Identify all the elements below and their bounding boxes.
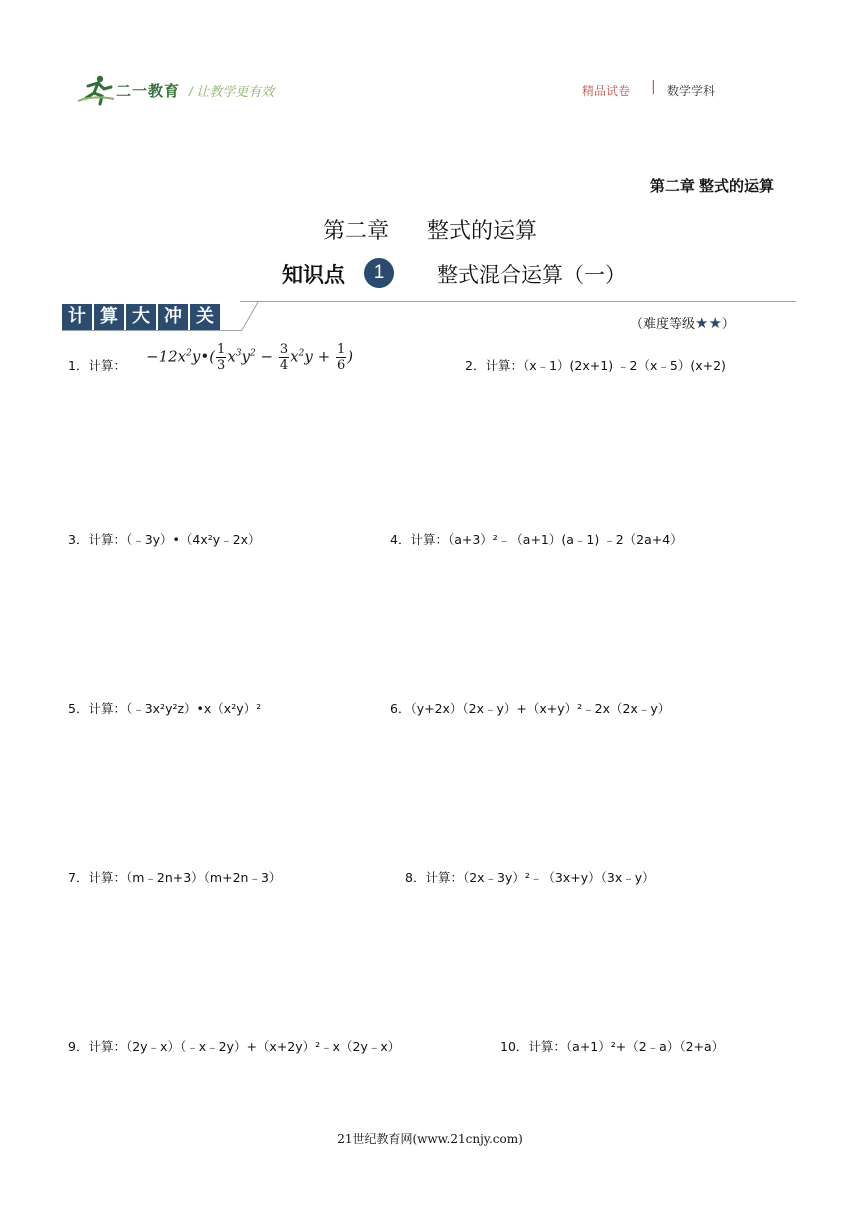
- problem-8: 8．计算：（2x﹣3y）²﹣（3x+y）（3x﹣y）: [405, 870, 655, 885]
- banner-char: 冲: [158, 304, 188, 330]
- problem-10: 10．计算：（a+1）²+（2﹣a）（2+a）: [500, 1039, 725, 1054]
- tag-divider: |: [651, 79, 656, 95]
- knowledge-point-number-badge: 1: [364, 258, 394, 288]
- difficulty-label: （难度等级: [630, 317, 696, 332]
- problem-4: 4．计算：（a+3）²﹣（a+1）(a﹣1) ﹣2（2a+4）: [390, 532, 683, 547]
- knowledge-point-title: 整式混合运算（一）: [437, 263, 626, 287]
- page-title: [0, 214, 860, 245]
- slogan: / 让教学更有效: [189, 84, 275, 99]
- problem-5: 5．计算：（﹣3x²y²z）•x（x²y）²: [68, 701, 262, 716]
- problem-1-label: 1．计算：: [68, 358, 126, 373]
- title-name: 整式的运算: [427, 219, 538, 244]
- banner-char: 算: [94, 304, 124, 330]
- banner-char: 关: [190, 304, 220, 330]
- tag-premium: 精品试卷: [582, 84, 631, 98]
- problem-3: 3．计算：（﹣3y）•（4x²y﹣2x）: [68, 532, 261, 547]
- section-banner: [62, 304, 242, 332]
- banner-char: 大: [126, 304, 156, 330]
- problem-6: 6．（y+2x）（2x﹣y）+（x+y）²﹣2x（2x﹣y）: [390, 701, 671, 716]
- header-rule: [240, 301, 796, 302]
- footer-source[interactable]: 21世纪教育网(www.21cnjy.com): [337, 1132, 523, 1146]
- banner-char: 计: [62, 304, 92, 330]
- star-icon: ★★: [695, 314, 722, 332]
- difficulty-rating: [630, 313, 735, 332]
- problem-7: 7．计算：（m﹣2n+3）（m+2n﹣3）: [68, 870, 282, 885]
- difficulty-close: ）: [721, 317, 735, 332]
- running-title: 第二章 整式的运算: [649, 178, 774, 195]
- problem-2: 2．计算：（x﹣1）(2x+1) ﹣2（x﹣5）(x+2): [465, 358, 726, 373]
- knowledge-point-label: 知识点: [282, 264, 345, 287]
- problem-1-expression: $-12x^2y•$( $\frac{1}{3}$ $x^3y^2$ − $\frac{3}{4}$ $x^2y$ + $\frac{1}{6}$ ): [146, 342, 354, 373]
- tag-subject: 数学学科: [667, 84, 716, 98]
- title-chapter: 第二章: [322, 219, 389, 244]
- problem-9: 9．计算：（2y﹣x）（﹣x﹣2y）+（x+2y）²﹣x（2y﹣x）: [68, 1039, 401, 1054]
- logo-text: 二一教育: [116, 83, 181, 100]
